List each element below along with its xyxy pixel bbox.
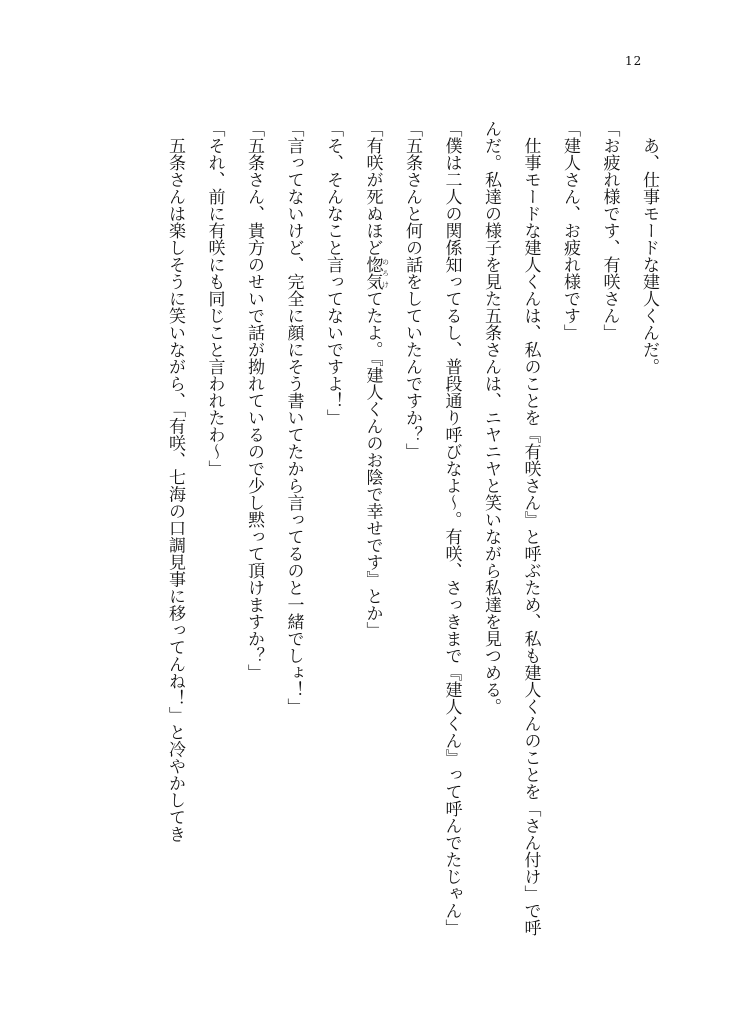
text-line: 「五条さん、貴方のせいで話が拗れているので少し黙って頂けますか？」 xyxy=(244,120,264,681)
text-line: 「五条さんと何の話をしていたんですか？」 xyxy=(402,120,422,460)
text-segment: てたよ。『建人くんのお陰で幸せです』とか」 xyxy=(362,290,383,639)
text-line: 仕事モードな建人くんは、私のことを『有咲さん』と呼ぶため、私も建人くんのことを「さん付け」で呼んだ。私達の様子を見た五条さんは、ニヤニヤと笑いながら私達を見つめる。 xyxy=(481,120,541,936)
ruby-reading: のろけ xyxy=(381,256,390,290)
text-line: 「それ、前に有咲にも同じこと言われたわ〜」 xyxy=(204,120,225,477)
text-line: 「言ってないけど、完全に顔にそう書いてたから言ってるのと一緒でしょ！」 xyxy=(283,120,304,715)
text-line: あ、仕事モードな建人くんだ。 xyxy=(639,120,659,375)
ruby-word xyxy=(362,256,390,290)
text-line: 五条さんは楽しそうに笑いながら、「有咲、七海の口調見事に移ってんね！」と冷やかしてき xyxy=(165,120,185,843)
text-line: 「そ、そんなこと言ってないですよ！」 xyxy=(323,120,343,426)
page-number: 12 xyxy=(625,54,643,68)
text-line: 「建人さん、お疲れ様です」 xyxy=(560,120,580,341)
text-segment: 「有咲が死ぬほど xyxy=(362,120,383,256)
novel-body-text xyxy=(148,120,668,940)
ruby-base: 惚気 xyxy=(362,256,383,290)
text-line: 「お疲れ様です、有咲さん」 xyxy=(599,120,620,341)
text-line-with-ruby xyxy=(352,120,392,940)
text-line: 「僕は二人の関係知ってるし、普段通り呼びなよ〜。有咲、さっきまで『建人くん』って呼んでたじゃん」 xyxy=(441,120,462,936)
